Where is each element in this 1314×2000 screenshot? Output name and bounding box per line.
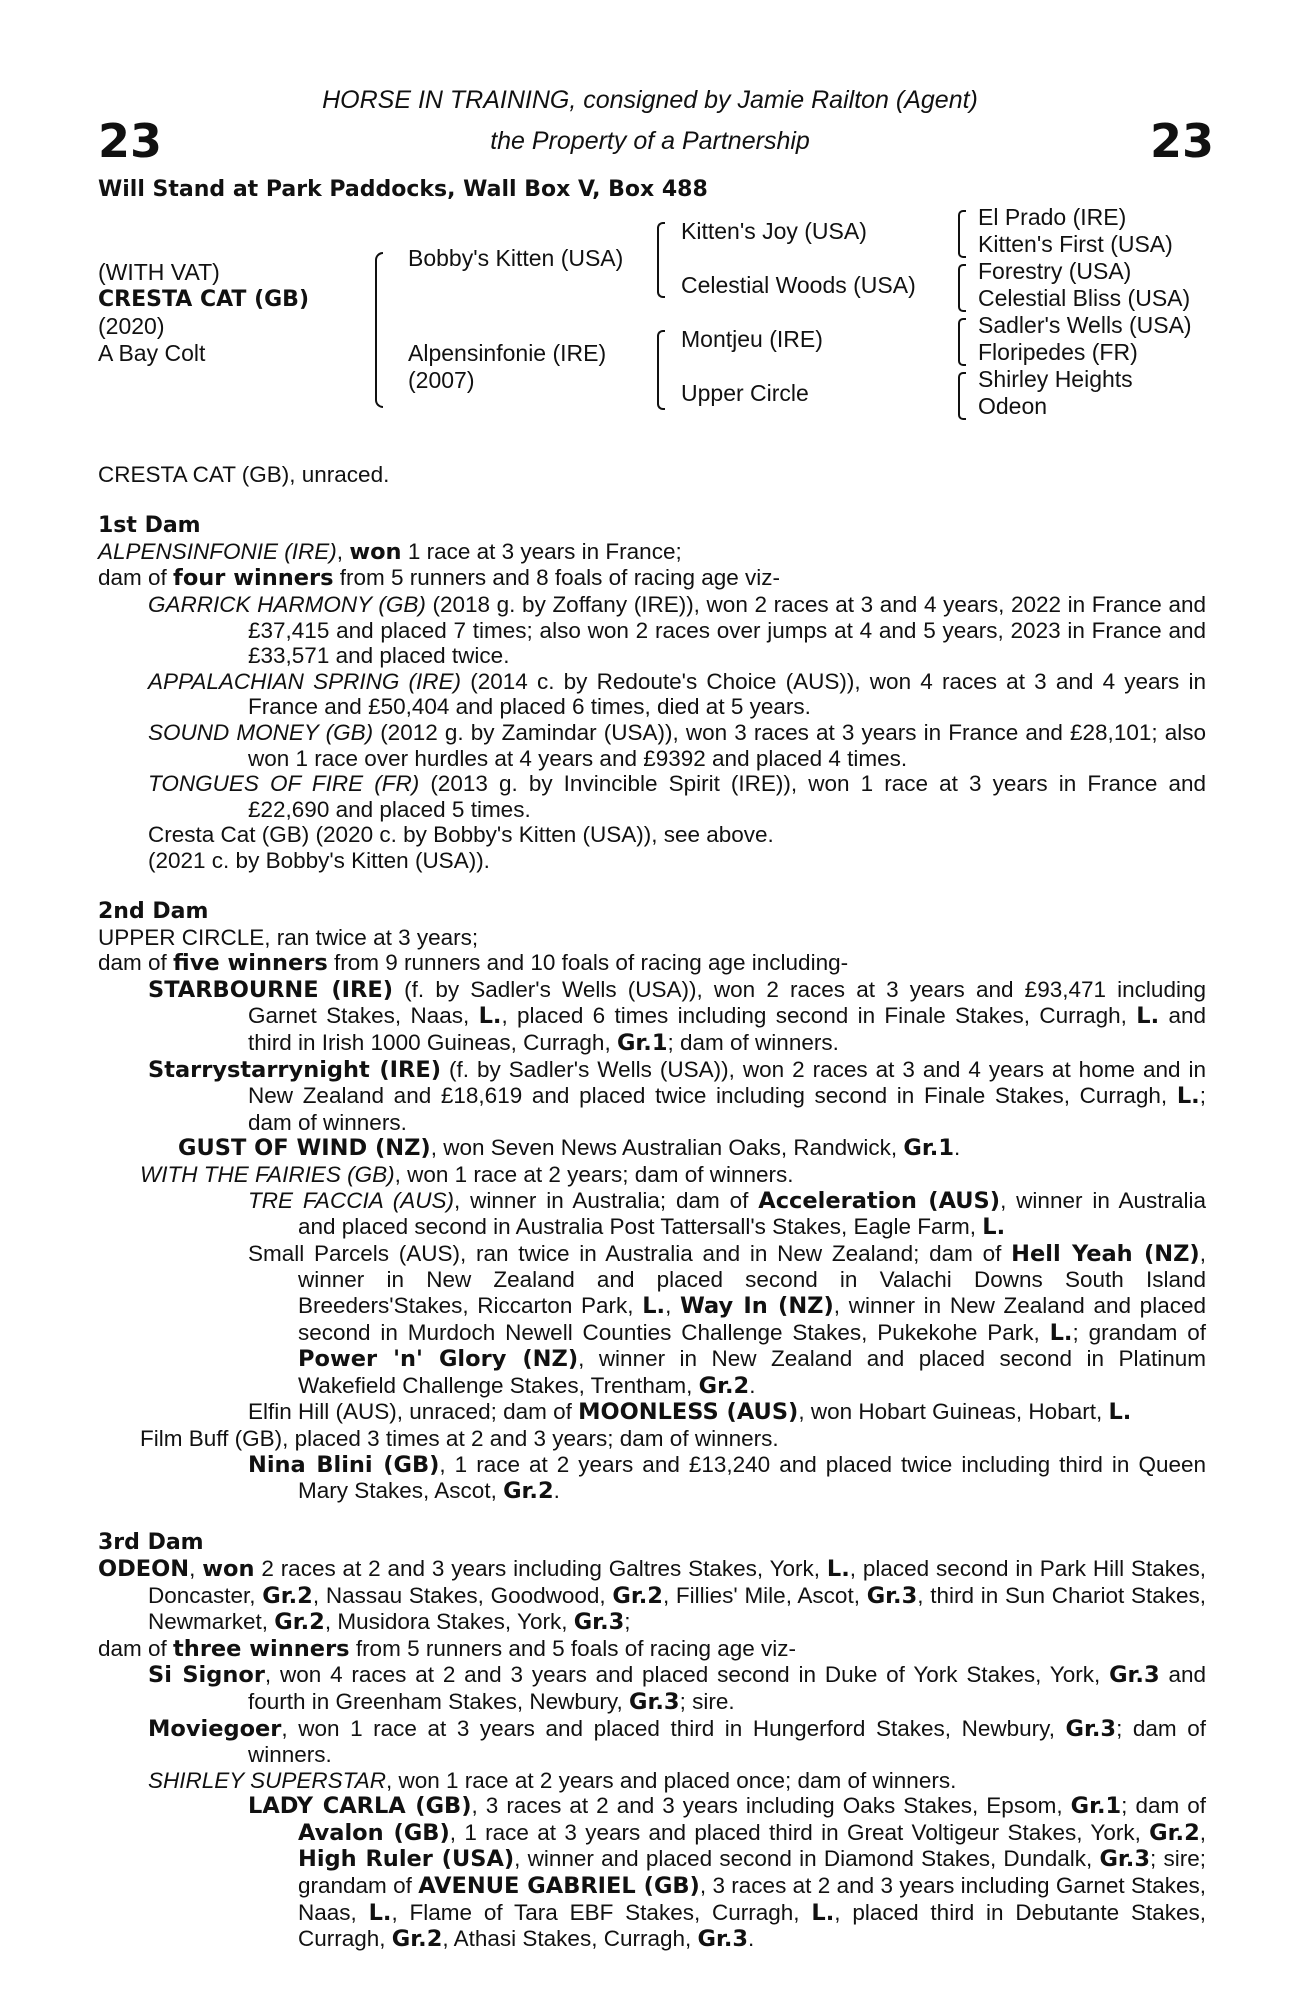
text-run: L. [811,1899,835,1926]
text-run: Power 'n' Glory (NZ) [298,1346,579,1373]
text-run: . [953,1135,961,1161]
text-run: L. [1176,1083,1200,1110]
text-run: Gr.3 [629,1688,680,1715]
text-run: , won 1 race at 2 years; dam of winners. [394,1162,794,1188]
text-run: High Ruler (USA) [298,1846,515,1873]
text-run: (2014 c. by Redoute's Choice (AUS)), won 4 races at 3 and 4 years in France and £50,404 and placed 6 times, died at 5 years. [248,668,1206,720]
text-run: Gr.3 [1109,1662,1160,1689]
text-run: (2013 g. by Invincible Spirit (IRE)), won 1 race at 3 years in France and £22,690 and placed 5 times. [248,771,1206,822]
lot-number-right: 23 [1150,114,1215,168]
text-run: won [349,538,402,565]
dam-dam: Upper Circle [681,380,809,406]
dam-sire-sire: Sadler's Wells (USA) [978,312,1192,338]
text-run: TRE FACCIA (AUS) [248,1187,454,1213]
text-run: , winner in Australia; dam of [453,1187,759,1213]
text-run: Gr.2 [503,1478,554,1505]
produce-entry [98,720,1206,771]
text-run: L. [1108,1399,1132,1426]
second-dam-produce-summary [98,950,1206,977]
text-run: (2018 g. by Zoffany (IRE)), won 2 races at 3 and 4 years, 2022 in France and £37,415 and placed 7 times; also won 2 races over jumps at 4 and 5 years, 2023 in France and £33,571 and placed twice. [248,591,1206,669]
sire-brace [657,222,665,298]
text-run: 1 race at 3 years in France; [401,538,682,564]
text-run: Gr.1 [1070,1793,1122,1820]
sire-sire: Kitten's Joy (USA) [681,218,867,244]
text-run: , [1199,1819,1206,1845]
text-run: LADY CARLA (GB) [248,1793,472,1820]
text-run: Cresta Cat (GB) (2020 c. by Bobby's Kitten (USA)), see above. [148,822,774,848]
text-run: Gr.2 [274,1609,325,1636]
text-run: . [553,1478,560,1504]
text-run: (f. by Sadler's Wells (USA)), won 2 races at 3 and 4 years at home and in New Zealand and £18,619 and placed twice including second in Finale Stakes, Curragh, [248,1056,1206,1109]
grand-produce-entry [98,1135,1206,1162]
grand-produce-entry [98,1793,1206,1953]
dam-sire: Montjeu (IRE) [681,326,823,352]
property-line: the Property of a Partnership [490,127,810,155]
catalogue-body [98,462,1206,1953]
sire-dam: Celestial Woods (USA) [681,272,916,298]
text-run: Acceleration (AUS) [758,1187,1001,1214]
text-run: , winner in New Zealand and placed second in Murdoch Newell Counties Challenge Stakes, Pukekohe Park, [298,1293,1206,1345]
text-run: AVENUE GABRIEL (GB) [418,1873,700,1900]
produce-entry [98,1768,1206,1794]
sd-brace [958,264,966,312]
text-run: ; [624,1609,631,1635]
text-run: STARBOURNE (IRE) [148,976,393,1003]
text-run: (f. by Sadler's Wells (USA)), won 2 races at 3 years and £93,471 including Garnet Stakes, Naas, [248,976,1206,1029]
text-run: , Flame of Tara EBF Stakes, Curragh, [391,1899,812,1925]
produce-entry [98,592,1206,669]
text-run: Gr.2 [262,1582,313,1609]
text-run: , Nassau Stakes, Goodwood, [312,1582,613,1608]
text-run: . [748,1926,755,1952]
text-run: L. [1136,1003,1160,1030]
text-run: Gr.3 [866,1582,918,1609]
text-run: , [189,1555,203,1581]
text-run: and fourth in Greenham Stakes, Newbury, [248,1662,1206,1714]
text-run: , third in Sun Chariot Stakes, Newmarket, [148,1582,1206,1635]
text-run: Starrystarrynight (IRE) [148,1056,442,1083]
text-run: APPALACHIAN SPRING (IRE) [148,668,462,694]
produce-entry [98,1057,1206,1136]
text-run: , winner and placed second in Diamond Stakes, Dundalk, [514,1846,1100,1872]
dam-year: (2007) [408,367,475,393]
text-run: , winner in Australia and placed second in Australia Post Tattersall's Stakes, Eagle Farm, [298,1187,1206,1240]
text-run: , 1 race at 2 years and £13,240 and placed twice including third in Queen Mary Stakes, Ascot, [298,1451,1206,1504]
text-run: Gr.1 [616,1030,668,1057]
produce-entry [98,1162,1206,1188]
first-dam-produce-summary [98,565,1206,592]
horse-year: (2020) [98,313,165,339]
punctuation: , [336,538,350,564]
text-run: Gr.2 [698,1372,750,1399]
horse-name: CRESTA CAT (GB) [98,287,310,312]
text-run: , Athasi Stakes, Curragh, [442,1926,698,1952]
text-run: , [665,1293,680,1318]
text-run: ; dam of winners. [248,1083,1206,1135]
dam-sire-dam: Floripedes (FR) [978,339,1138,365]
third-dam-heading: 3rd Dam [98,1530,204,1556]
text-run: dam of [98,950,174,976]
first-dam-heading: 1st Dam [98,513,201,539]
text-run: from 5 runners and 5 foals of racing age viz- [349,1635,797,1661]
text-run: L. [478,1003,502,1030]
text-run: Gr.2 [612,1582,663,1609]
produce-entry [98,771,1206,822]
text-run: Elfin Hill (AUS), unraced; dam of [248,1399,579,1425]
dam-brace [657,330,665,410]
text-run: TONGUES OF FIRE (FR) [148,771,420,797]
sire-dam-dam: Celestial Bliss (USA) [978,285,1191,311]
text-run: Avalon (GB) [298,1819,450,1846]
text-run: L. [982,1214,1006,1241]
sire-sire-sire: El Prado (IRE) [978,204,1127,230]
sire-dam-sire: Forestry (USA) [978,258,1132,284]
text-run: GARRICK HARMONY (GB) [148,591,426,617]
text-run: , won Seven News Australian Oaks, Randwick, [430,1135,904,1161]
sire: Bobby's Kitten (USA) [408,245,624,271]
text-run: , won Hobart Guineas, Hobart, [798,1399,1109,1425]
text-run: L. [642,1293,666,1319]
text-run: , placed second in Park Hill Stakes, Doncaster, [148,1555,1206,1608]
grand-produce-entry [98,1241,1206,1400]
text-run: ; dam of winners. [248,1715,1206,1768]
text-run: Nina Blini (GB) [248,1451,440,1478]
text-run: four winners [173,565,334,592]
text-run: dam of [98,1635,174,1661]
text-run: , placed third in Debutante Stakes, Curragh, [298,1899,1207,1952]
text-run: and third in Irish 1000 Guineas, Curragh, [248,1003,1207,1056]
vat-note: (WITH VAT) [98,259,220,285]
text-run: Moviegoer [148,1715,282,1742]
text-run: , placed 6 times including second in Finale Stakes, Curragh, [501,1003,1137,1029]
text-run: Gr.3 [1065,1715,1117,1742]
produce-entry [98,1662,1206,1715]
ds-brace [958,318,966,366]
produce-entry [98,822,1206,848]
grand-produce-entry [98,1452,1206,1505]
second-dam-line: UPPER CIRCLE, ran twice at 3 years; [98,924,479,950]
text-run: five winners [173,950,328,977]
text-run: ; dam of winners. [667,1030,839,1056]
stand-location: Will Stand at Park Paddocks, Wall Box V, Box 488 [98,177,708,202]
text-run: Si Signor [148,1662,265,1689]
consignor-line: HORSE IN TRAINING, consigned by Jamie Railton (Agent) [322,86,978,114]
text-run: WITH THE FAIRIES (GB) [140,1162,395,1188]
horse-description: A Bay Colt [98,340,206,366]
text-run: , 3 races at 2 and 3 years including Garnet Stakes, Naas, [298,1873,1206,1925]
text-run: L. [826,1555,850,1582]
lot-number-left: 23 [98,114,163,168]
text-run: from 9 runners and 10 foals of racing age including- [327,950,849,976]
produce-entry: Film Buff (GB), placed 3 times at 2 and 3 years; dam of winners. [140,1425,779,1451]
text-run: ; grandam of [1072,1319,1206,1345]
sire-sire-dam: Kitten's First (USA) [978,231,1173,257]
text-run: Small Parcels (AUS), ran twice in Australia and in New Zealand; dam of [248,1240,1012,1266]
text-run: (2021 c. by Bobby's Kitten (USA)). [148,847,490,873]
text-run: , winner in New Zealand and placed second in Platinum Wakefield Challenge Stakes, Trentham, [298,1346,1206,1398]
grand-produce-entry [98,1399,1206,1426]
text-run: , won 1 race at 2 years and placed once; dam of winners. [386,1767,957,1793]
text-run: , won 1 race at 3 years and placed third in Hungerford Stakes, Newbury, [281,1715,1066,1741]
third-dam-produce-summary [98,1636,1206,1663]
text-run: ; sire. [679,1688,735,1714]
grand-produce-entry [98,1188,1206,1241]
text-run: ODEON [98,1555,190,1582]
text-run: won [202,1555,255,1582]
text-run: SOUND MONEY (GB) [148,719,374,745]
text-run: Gr.2 [1149,1819,1200,1846]
second-dam-heading: 2nd Dam [98,899,209,925]
race-record-intro: CRESTA CAT (GB), unraced. [98,462,390,487]
text-run: , winner in New Zealand and placed second in Valachi Downs South Island Breeders'Stakes, Riccarton Park, [298,1240,1206,1318]
text-run: SHIRLEY SUPERSTAR [148,1767,386,1793]
text-run: Gr.3 [1099,1846,1151,1873]
produce-entry [98,977,1206,1057]
text-run: GUST OF WIND (NZ) [178,1135,431,1162]
text-run: . [749,1372,756,1398]
text-run: , Musidora Stakes, York, [324,1609,574,1635]
text-run: , Fillies' Mile, Ascot, [662,1582,867,1608]
text-run: ; sire; grandam of [298,1846,1206,1899]
text-run: , 3 races at 2 and 3 years including Oaks Stakes, Epsom, [471,1793,1071,1819]
text-run: Hell Yeah (NZ) [1011,1240,1200,1267]
text-run: L. [1049,1319,1073,1346]
text-run: Gr.2 [391,1926,443,1953]
text-run: dam of [98,565,174,591]
text-run: from 5 runners and 8 foals of racing age viz- [333,565,781,591]
dam-dam-sire: Shirley Heights [978,366,1133,392]
text-run: MOONLESS (AUS) [578,1399,799,1426]
produce-entry [98,1716,1206,1768]
third-dam-line [98,1556,1206,1636]
text-run: , 1 race at 3 years and placed third in Great Voltigeur Stakes, York, [449,1819,1150,1845]
text-run: ; dam of [1121,1793,1207,1819]
dam: Alpensinfonie (IRE) [408,340,607,366]
text-run: Gr.1 [903,1135,954,1162]
pedigree-brace [375,252,383,408]
text-run: three winners [173,1635,350,1662]
text-run: L. [368,1899,392,1926]
first-dam-name: ALPENSINFONIE (IRE) [98,538,337,564]
text-run: , won 4 races at 2 and 3 years and placed second in Duke of York Stakes, York, [264,1662,1110,1688]
text-run: Gr.3 [697,1926,749,1953]
dd-brace [958,372,966,420]
text-run: Gr.3 [573,1609,625,1636]
text-run: (2012 g. by Zamindar (USA)), won 3 races at 3 years in France and £28,101; also won 1 race over hurdles at 4 years and £9392 and placed 4 times. [248,719,1206,771]
text-run: Way In (NZ) [680,1293,834,1319]
produce-entry [98,848,1206,874]
produce-entry [98,669,1206,720]
text-run: 2 races at 2 and 3 years including Galtres Stakes, York, [254,1555,827,1581]
first-dam-line [98,539,1206,566]
dam-dam-dam: Odeon [978,393,1048,419]
ss-brace [958,210,966,258]
